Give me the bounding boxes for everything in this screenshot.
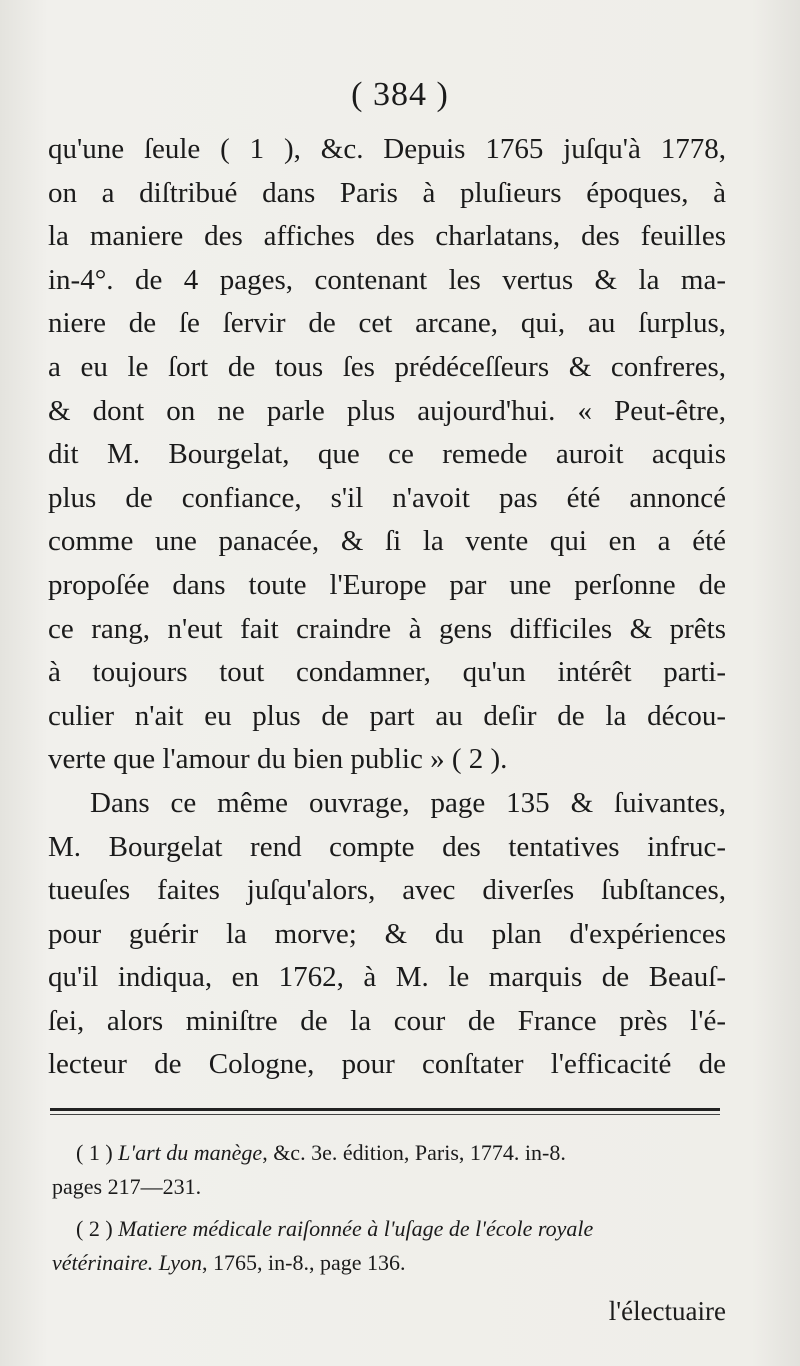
footnote-2-continuation — [52, 1246, 726, 1280]
text-line: ſei, alors miniſtre de la cour de France près l'é- — [48, 1004, 726, 1037]
text-line: pour guérir la morve; & du plan d'expériences — [48, 917, 726, 950]
text-line: M. Bourgelat rend compte des tentatives infruc- — [48, 830, 726, 863]
text-line: culier n'ait eu plus de part au deſir de la décou- — [48, 699, 726, 732]
footnote-number: ( 1 ) — [76, 1140, 113, 1165]
text-line: comme une panacée, & ſi la vente qui en a été — [48, 525, 726, 558]
footnote-title-cont: vétérinaire. Lyon — [52, 1250, 203, 1275]
footnote-1-continuation: pages 217—231. — [52, 1174, 202, 1199]
text-line: qu'il indiqua, en 1762, à M. le marquis de Beauſ- — [48, 961, 726, 994]
text-line: a eu le ſort de tous ſes prédéceſſeurs & confreres, — [48, 350, 726, 383]
body-text — [48, 128, 726, 1087]
text-line: lecteur de Cologne, pour conſtater l'efficacité de — [48, 1048, 726, 1081]
text-line: niere de ſe ſervir de cet arcane, qui, au ſurplus, — [48, 307, 726, 340]
footnote-text: , &c. 3e. édition, Paris, 1774. in-8. — [262, 1140, 566, 1165]
footnote-title: L'art du manège — [118, 1140, 263, 1165]
paragraph-start-line: Dans ce même ouvrage, page 135 & ſuivantes, — [90, 786, 726, 819]
footnote-1 — [52, 1136, 726, 1170]
text-line: in-4°. de 4 pages, contenant les vertus & la ma- — [48, 263, 726, 296]
footnotes — [52, 1136, 726, 1280]
text-line: ce rang, n'eut fait craindre à gens difficiles & prêts — [48, 612, 726, 645]
text-line: & dont on ne parle plus aujourd'hui. « Peut-être, — [48, 394, 726, 427]
footnote-number: ( 2 ) — [76, 1216, 113, 1241]
text-line: tueuſes faites juſqu'alors, avec diverſes ſubſtances, — [48, 874, 726, 907]
text-line: la maniere des affiches des charlatans, des feuilles — [48, 220, 726, 253]
text-line: à toujours tout condamner, qu'un intérêt parti- — [48, 656, 726, 689]
text-line: on a diſtribué dans Paris à pluſieurs époques, à — [48, 176, 726, 209]
text-line: qu'une ſeule ( 1 ), &c. Depuis 1765 juſqu'à 1778, — [48, 133, 726, 165]
text-line: plus de confiance, s'il n'avoit pas été annoncé — [48, 481, 726, 514]
text-line: propoſée dans toute l'Europe par une perſonne de — [48, 568, 726, 601]
footnote-rule — [50, 1108, 720, 1111]
text-line: verte que l'amour du bien public » ( 2 ). — [48, 743, 508, 776]
text-line: dit M. Bourgelat, que ce remede auroit acquis — [48, 438, 726, 471]
footnote-2 — [52, 1212, 726, 1246]
page-number: ( 384 ) — [351, 76, 449, 113]
footnote-text: , 1765, in-8., page 136. — [202, 1250, 406, 1275]
catchword: l'électuaire — [608, 1296, 726, 1326]
footnote-title: Matiere médicale raiſonnée à l'uſage de l'école royale — [118, 1216, 594, 1241]
